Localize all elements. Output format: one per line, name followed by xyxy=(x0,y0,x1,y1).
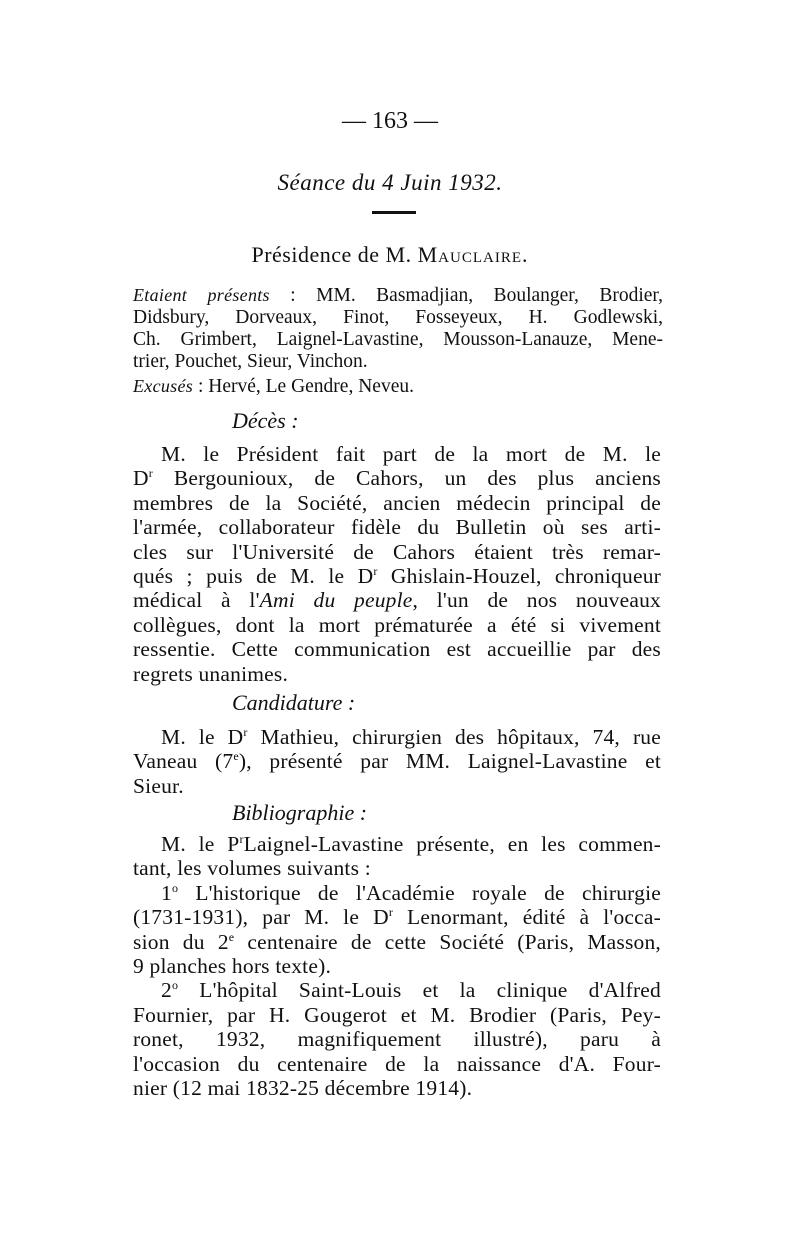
candidature-paragraph xyxy=(133,725,661,798)
paragraph-line: Sieur. xyxy=(133,773,184,798)
presidency-prefix: Présidence de M. xyxy=(251,242,412,267)
paragraph-line: l'armée, collaborateur fidèle du Bulletin où ses arti- xyxy=(133,515,661,540)
bibliographie-paragraph xyxy=(133,832,661,1100)
bibliographie-heading: Bibliographie : xyxy=(232,800,368,825)
attendees-line: trier, Pouchet, Sieur, Vinchon. xyxy=(133,351,368,372)
paragraph-line: collègues, dont la mort prématurée a été si vivement xyxy=(133,612,661,637)
paragraph-line: sion du 2e centenaire de cette Société (Paris, Masson, xyxy=(133,929,661,954)
paragraph-line: M. le $P^rLaignel$-Lavastine présente, en les commen- xyxy=(161,832,661,856)
excused-names: : Hervé, Le Gendre, Neveu. xyxy=(193,376,414,397)
paragraph-line: 9 planches hors texte). xyxy=(133,954,332,979)
paragraph-line: M. le $D^r$ Mathieu, chirurgien des hôpitaux, 74, rue xyxy=(161,725,661,749)
paragraph-line: $D^r$ Bergounioux, de Cahors, un des plus anciens xyxy=(133,466,661,491)
paragraph-line: regrets unanimes. xyxy=(133,661,289,686)
candidature-heading: Candidature : xyxy=(232,690,356,715)
paragraph-line: (1731-1931), par M. le $D^r$ Lenormant, édité à l'occa- xyxy=(133,905,661,930)
paragraph-line: 1$^o$ L'historique de l'Académie royale de chirurgie xyxy=(161,880,661,905)
paragraph-line: nier (12 mai 1832-25 décembre 1914). xyxy=(133,1076,473,1101)
president-name: Mauclaire. xyxy=(417,242,529,267)
title-divider xyxy=(372,211,416,214)
attendees-line: Didsbury, Dorveaux, Finot, Fosseyeux, H. Godlewski, xyxy=(133,307,663,328)
attendees-line: Ch. Grimbert, Laignel-Lavastine, Mousson-Lanauze, Mene- xyxy=(133,329,663,350)
paragraph-line: ressentie. Cette communication est accueillie par des xyxy=(133,637,661,662)
paragraph-line: tant, les volumes suivants : xyxy=(133,856,371,881)
attendees-paragraph xyxy=(133,284,663,373)
paragraph-line: 2$^o$ L'hôpital Saint-Louis et la clinique d'Alfred xyxy=(161,978,661,1003)
paragraph-line: cles sur l'Université de Cahors étaient très remar- xyxy=(133,539,661,564)
journal-title: Ami du peuple xyxy=(259,588,413,613)
session-title: Séance du 4 Juin 1932. xyxy=(277,170,503,195)
page-number: — 163 — xyxy=(342,108,438,134)
attendees-line: Etaient présents : MM. Basmadjian, Boulanger, Brodier, xyxy=(133,285,663,306)
paragraph-line: l'occasion du centenaire de la naissance d'A. Four- xyxy=(133,1051,661,1076)
paragraph-line: ronet, 1932, magnifiquement illustré), paru à xyxy=(133,1027,661,1052)
paragraph-line: membres de la Société, ancien médecin principal de xyxy=(133,490,661,515)
paragraph-line: qués ; puis de M. le $D^r$ Ghislain-Houzel, chroniqueur xyxy=(133,564,661,589)
presidency-line xyxy=(0,242,780,268)
excused-lead: Excusés xyxy=(133,376,194,396)
attendees-lead: Etaient présents xyxy=(133,285,270,305)
paragraph-line: M. le Président fait part de la mort de M. le xyxy=(161,442,661,466)
deces-paragraph xyxy=(133,442,661,686)
deces-heading: Décès : xyxy=(232,408,299,433)
paragraph-line: Fournier, par H. Gougerot et M. Brodier (Paris, Pey- xyxy=(133,1002,661,1027)
excused-line xyxy=(133,376,414,398)
paragraph-line: médical à l'Ami du peuple, l'un de nos nouveaux xyxy=(133,588,662,613)
paragraph-line: Vaneau (7e), présenté par MM. Laignel-Lavastine et xyxy=(133,749,661,774)
